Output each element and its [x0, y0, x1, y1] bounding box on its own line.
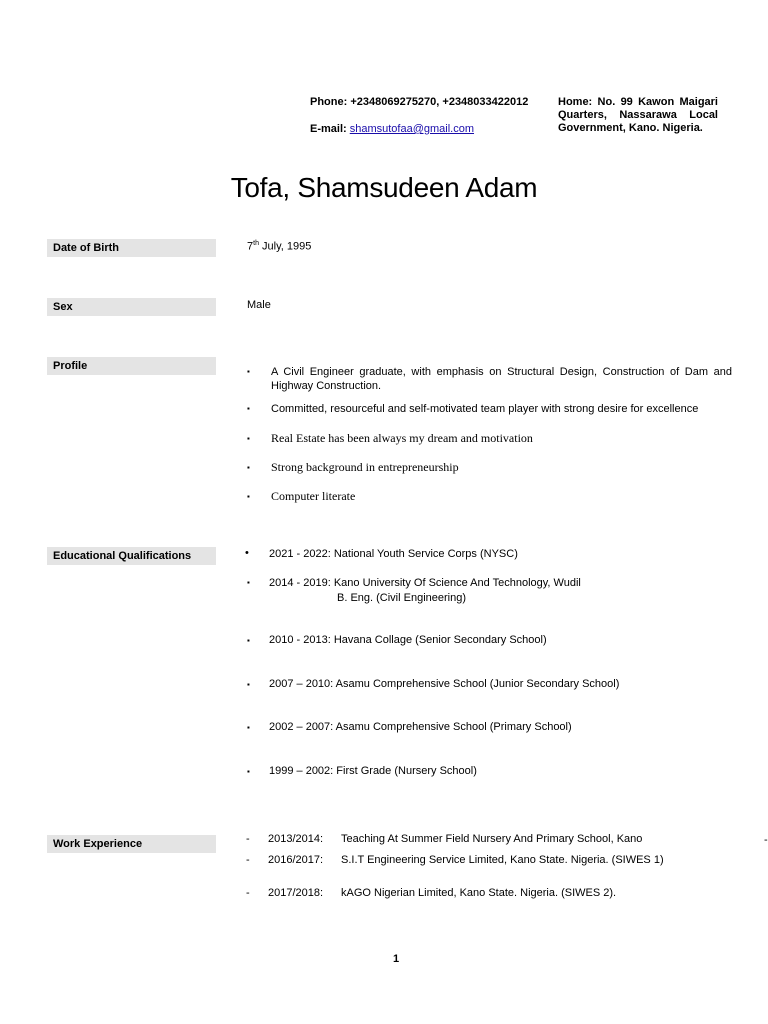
- home-line-2: Quarters, Nassarawa Local: [558, 109, 718, 121]
- home-line-3: Government, Kano. Nigeria.: [558, 122, 703, 134]
- education-degree: B. Eng. (Civil Engineering): [337, 592, 467, 604]
- email-label: E-mail:: [310, 123, 350, 135]
- section-label-sex: Sex: [47, 298, 216, 316]
- edge-dash-mark: -: [764, 834, 768, 846]
- page-number: 1: [392, 953, 400, 965]
- square-bullet-icon: ▪: [247, 723, 250, 732]
- profile-item: Computer literate: [271, 489, 356, 503]
- profile-item: Committed, resourceful and self-motivated team player with strong desire for excellence: [271, 403, 699, 415]
- work-text: Teaching At Summer Field Nursery And Primary School, Kano: [341, 833, 643, 845]
- square-bullet-icon: ▪: [247, 578, 250, 587]
- home-address: [558, 96, 718, 135]
- full-name-title: Tofa, Shamsudeen Adam: [230, 172, 538, 203]
- section-label-education: Educational Qualifications: [47, 547, 216, 565]
- section-label-dob: Date of Birth: [47, 239, 216, 257]
- square-bullet-icon: ▪: [247, 367, 250, 376]
- square-bullet-icon: ▪: [247, 463, 250, 472]
- work-text: S.I.T Engineering Service Limited, Kano State. Nigeria. (SIWES 1): [341, 854, 664, 866]
- square-bullet-icon: ▪: [247, 767, 250, 776]
- education-item: 2010 - 2013: Havana Collage (Senior Secondary School): [269, 634, 547, 646]
- dob-rest: July, 1995: [258, 240, 312, 253]
- work-year: 2016/2017:: [268, 854, 324, 866]
- round-bullet-icon: •: [245, 547, 249, 559]
- education-item: 2007 – 2010: Asamu Comprehensive School (Junior Secondary School): [269, 678, 620, 690]
- work-year: 2013/2014:: [268, 833, 324, 845]
- profile-item: Strong background in entrepreneurship: [271, 460, 459, 474]
- phone-line: Phone: +2348069275270, +2348033422012: [310, 96, 529, 108]
- work-year: 2017/2018:: [268, 887, 324, 899]
- profile-item: Real Estate has been always my dream and motivation: [271, 431, 533, 445]
- square-bullet-icon: ▪: [247, 434, 250, 443]
- square-bullet-icon: ▪: [247, 404, 250, 413]
- dash-bullet-icon: -: [246, 887, 250, 899]
- education-item: 2002 – 2007: Asamu Comprehensive School (Primary School): [269, 721, 572, 733]
- education-item: 2014 - 2019: Kano University Of Science And Technology, Wudil: [269, 577, 581, 589]
- square-bullet-icon: ▪: [247, 492, 250, 501]
- email-line: [310, 123, 474, 136]
- dob-suffix: th: [253, 240, 259, 247]
- education-item: 1999 – 2002: First Grade (Nursery School): [269, 765, 477, 777]
- dash-bullet-icon: -: [246, 854, 250, 866]
- work-text: kAGO Nigerian Limited, Kano State. Nigeria. (SIWES 2).: [341, 887, 617, 899]
- square-bullet-icon: ▪: [247, 636, 250, 645]
- section-label-profile: Profile: [47, 357, 216, 375]
- sex-value: Male: [247, 299, 271, 311]
- section-label-work: Work Experience: [47, 835, 216, 853]
- dash-bullet-icon: -: [246, 833, 250, 845]
- dob-value: [247, 240, 311, 253]
- education-item: 2021 - 2022: National Youth Service Corps (NYSC): [269, 548, 518, 560]
- email-link[interactable]: shamsutofaa@gmail.com: [349, 123, 475, 135]
- profile-item: A Civil Engineer graduate, with emphasis on Structural Design, Construction of Dam and Highway Construction.: [271, 366, 732, 392]
- home-line-1: Home: No. 99 Kawon Maigari: [558, 96, 718, 108]
- dob-day: 7: [247, 240, 254, 253]
- square-bullet-icon: ▪: [247, 680, 250, 689]
